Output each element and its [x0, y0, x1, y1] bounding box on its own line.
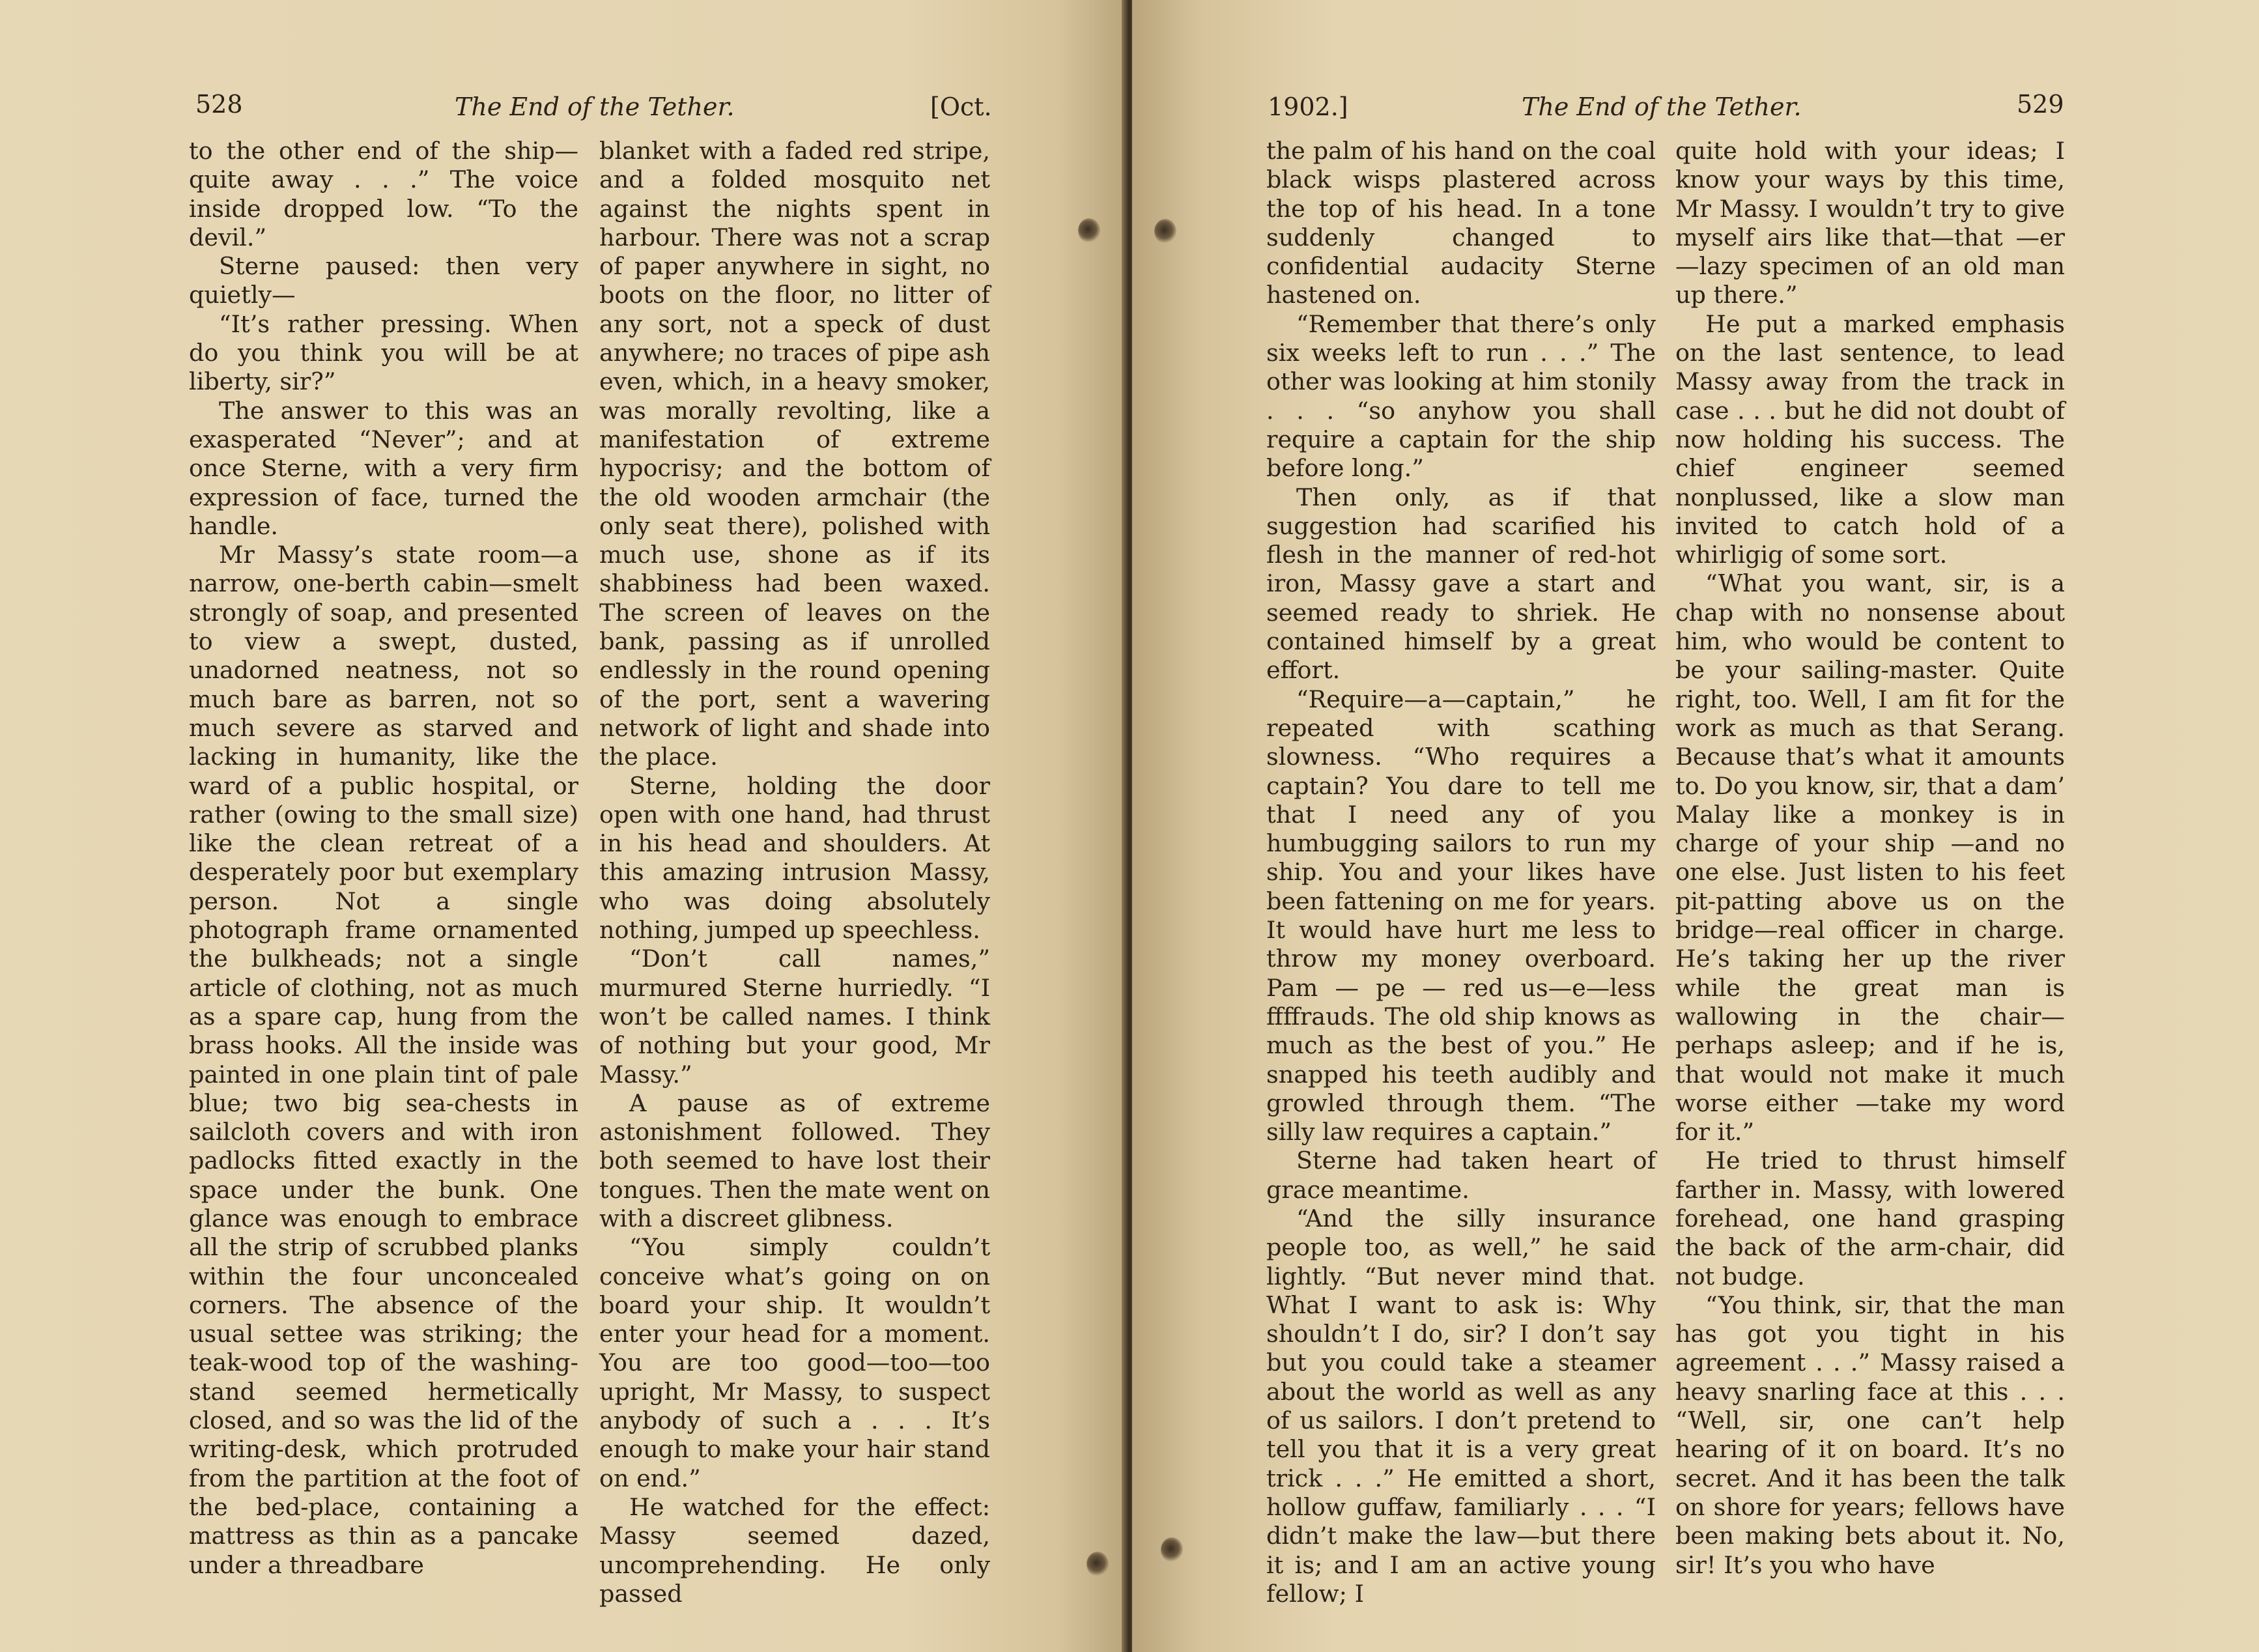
running-title: The End of the Tether. [455, 93, 735, 121]
paragraph: Sterne paused: then very quietly— [189, 252, 578, 309]
paragraph: “It’s rather pressing. When do you think you will be at liberty, sir?” [189, 309, 578, 396]
paragraph: “What you want, sir, is a chap with no nonsense about him, who would be content to be your sailing-master. Quite right, too. Well, I am fit for the work as much as that Serang. Because that’s what it amounts to. Do you know, sir, that a dam’ Malay like a monkey is in charge of your ship —and no one else. Just listen to his feet pit-patting above us on the bridge—real officer in charge. He’s taking her up the river while the great man is wallowing in the chair—perhaps asleep; and if he is, that would not make it much worse either —take my word for it.” [1675, 569, 2065, 1146]
date-label: [Oct. [930, 93, 992, 121]
right-page [1132, 0, 2259, 1652]
paragraph: blanket with a faded red stripe, and a folded mosquito net against the nights spent in harbour. There was not a scrap of paper anywhere in sight, no boots on the floor, no litter of any sort, not a speck of dust anywhere; no traces of pipe ash even, which, in a heavy smoker, was morally revolting, like a manifestation of extreme hypocrisy; and the bottom of the old wooden armchair (the only seat there), polished with much use, shone as if its shabbiness had been waxed. The screen of leaves on the bank, passing as if unrolled endlessly in the round opening of the port, sent a wavering network of light and shade into the place. [599, 137, 990, 771]
text-column-right-2 [1675, 137, 2065, 1580]
paragraph: “Don’t call names,” murmured Sterne hurriedly. “I won’t be called names. I think of nothing but your good, Mr Massy.” [599, 945, 990, 1089]
paragraph: Mr Massy’s state room—a narrow, one-berth cabin—smelt strongly of soap, and presented to view a swept, dusted, unadorned neatness, not so much bare as barren, not so much severe as starved and lacking in humanity, like the ward of a public hospital, or rather (owing to the small size) like the clean retreat of a desperately poor but exemplary person. Not a single photograph frame ornamented the bulkheads; not a single article of clothing, not as much as a spare cap, hung from the brass hooks. All the inside was painted in one plain tint of pale blue; two big sea-chests in sailcloth covers and with iron padlocks fitted exactly in the space under the bunk. One glance was enough to embrace all the strip of scrubbed planks within the four unconcealed corners. The absence of the usual settee was striking; the teak-wood top of the washing-stand seemed hermetically closed, and so was the lid of the writing-desk, which protruded from the partition at the foot of the bed-place, containing a mattress as thin as a pancake under a threadbare [189, 541, 578, 1579]
paragraph: He tried to thrust himself farther in. Massy, with lowered forehead, one hand grasping the back of the arm-chair, did not budge. [1675, 1146, 2065, 1290]
paragraph: to the other end of the ship—quite away . . .” The voice inside dropped low. “To the devil.” [189, 137, 578, 251]
date-label: 1902.] [1268, 93, 1348, 121]
paragraph: A pause as of extreme astonishment followed. They both seemed to have lost their tongues. Then the mate went on with a discreet glibness. [599, 1089, 990, 1232]
binding-stitch [1087, 1552, 1109, 1576]
paragraph: He put a marked emphasis on the last sentence, to lead Massy away from the track in case . . . but he did not doubt of now holding his success. The chief engineer seemed nonplussed, like a slow man invited to catch hold of a whirligig of some sort. [1675, 309, 2065, 569]
paragraph: Sterne had taken heart of grace meantime. [1266, 1146, 1656, 1204]
paragraph: “You think, sir, that the man has got you tight in his agreement . . .” Massy raised a heavy snarling face at this . . . “Well, sir, one can’t help hearing of it on board. It’s no secret. And it has been the talk on shore for years; fellows have been making bets about it. No, sir! It’s you who have [1675, 1290, 2065, 1579]
text-column-left-2 [599, 137, 990, 1608]
paragraph: Then only, as if that suggestion had scarified his flesh in the manner of red-hot iron, Massy gave a start and seemed ready to shriek. He contained himself by a great effort. [1266, 483, 1656, 685]
paragraph: “Remember that there’s only six weeks left to run . . .” The other was looking at him stonily . . . “so anyhow you shall require a captain for the ship before long.” [1266, 309, 1656, 483]
text-column-right-1 [1266, 137, 1656, 1608]
text-column-left-1 [189, 137, 578, 1580]
binding-stitch [1154, 219, 1176, 244]
running-title: The End of the Tether. [1522, 93, 1802, 121]
paragraph: “Require—a—captain,” he repeated with scathing slowness. “Who requires a captain? You dare to tell me that I need any of you humbugging sailors to run my ship. You and your likes have been fattening on me for years. It would have hurt me less to throw my money overboard. Pam — pe — red us—e—less ffffrauds. The old ship knows as much as the best of you.” He snapped his teeth audibly and growled through them. “The silly law requires a captain.” [1266, 685, 1656, 1146]
paragraph: “You simply couldn’t conceive what’s going on on board your ship. It wouldn’t enter your head for a moment. You are too good—too—too upright, Mr Massy, to suspect anybody of such a . . . It’s enough to make your hair stand on end.” [599, 1233, 990, 1492]
paragraph: quite hold with your ideas; I know your ways by this time, Mr Massy. I wouldn’t try to give myself airs like that—that —er—lazy specimen of an old man up there.” [1675, 137, 2065, 309]
paragraph: “And the silly insurance people too, as well,” he said lightly. “But never mind that. What I want to ask is: Why shouldn’t I do, sir? I don’t say but you could take a steamer about the world as well as any of us sailors. I don’t pretend to tell you that it is a very great trick . . .” He emitted a short, hollow guffaw, familiarly . . . “I didn’t make the law—but there it is; and I am an active young fellow; I [1266, 1204, 1656, 1608]
binding-stitch [1078, 218, 1100, 243]
paragraph: He watched for the effect: Massy seemed dazed, uncomprehending. He only passed [599, 1492, 990, 1608]
paragraph: the palm of his hand on the coal black wisps plastered across the top of his head. In a tone suddenly changed to confidential audacity Sterne hastened on. [1266, 137, 1656, 309]
page-number: 528 [195, 90, 243, 119]
paragraph: Sterne, holding the door open with one hand, had thrust in his head and shoulders. At this amazing intrusion Massy, who was doing absolutely nothing, jumped up speechless. [599, 771, 990, 945]
binding-stitch [1161, 1537, 1183, 1562]
page-number: 529 [2017, 90, 2064, 119]
paragraph: The answer to this was an exasperated “Never”; and at once Sterne, with a very firm expression of face, turned the handle. [189, 396, 578, 540]
left-page [0, 0, 1127, 1652]
